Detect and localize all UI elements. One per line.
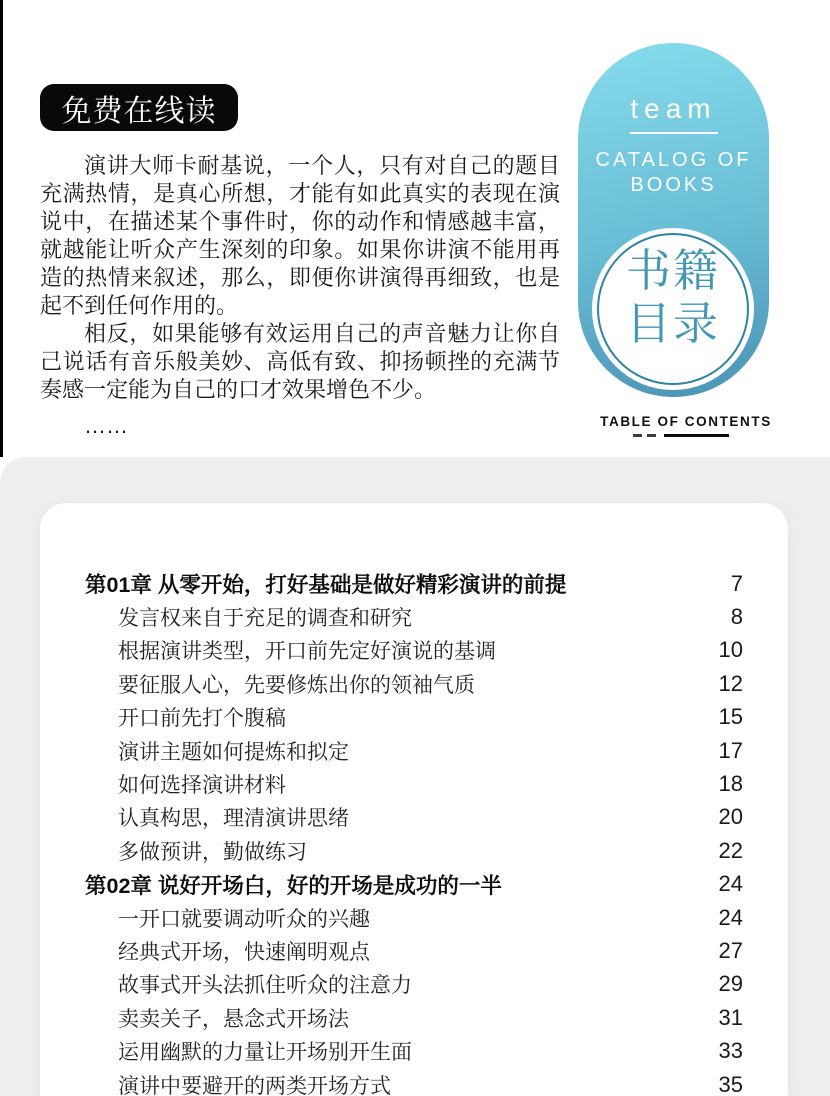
toc-entry — [40, 1034, 788, 1067]
toc-entry — [40, 701, 788, 734]
badge-team-underline — [630, 132, 718, 134]
excerpt-ellipsis: …… — [84, 413, 128, 438]
left-accent-line — [0, 0, 3, 457]
badge-team-label: team — [630, 93, 717, 124]
toc-entry-label: 开口前先打个腹稿 — [118, 707, 286, 731]
toc-card — [40, 503, 788, 1096]
toc-entry-page: 15 — [718, 704, 743, 730]
toc-entry-page: 8 — [730, 604, 743, 630]
excerpt-paragraph-2: 相反，如果能够有效运用自己的声音魅力让你自己说话有音乐般美妙、高低有致、抑扬顿挫的充满节奏感一定能为自己的口才效果增色不少。 — [40, 321, 560, 402]
toc-entry — [40, 667, 788, 700]
toc-entry — [40, 1068, 788, 1096]
toc-entry-label: 一开口就要调动听众的兴趣 — [118, 907, 370, 931]
toc-entry-page: 24 — [718, 871, 743, 897]
toc-entry — [40, 801, 788, 834]
excerpt-paragraph-1: 演讲大师卡耐基说，一个人，只有对自己的题目充满热情，是真心所想，才能有如此真实的表现在演说中，在描述某个事件时，你的动作和情感越丰富，就越能让听众产生深刻的印象。如果你讲演不能用再造的热情来叙述，那么，即便你讲演得再细致，也是起不到任何作用的。 — [40, 153, 560, 318]
toc-entry-label: 多做预讲，勤做练习 — [118, 840, 307, 864]
toc-section-background — [0, 457, 830, 1096]
catalog-badge — [578, 43, 769, 397]
toc-entry-page: 12 — [718, 670, 743, 696]
toc-entry — [40, 1001, 788, 1034]
toc-entry — [40, 734, 788, 767]
toc-entry — [40, 901, 788, 934]
toc-entry-label: 第01章 从零开始，打好基础是做好精彩演讲的前提 — [85, 573, 567, 598]
badge-catalog-label — [578, 148, 769, 198]
toc-entry-label: 根据演讲类型，开口前先定好演说的基调 — [118, 640, 496, 664]
toc-entry-chapter-02 — [40, 868, 788, 901]
badge-circle-line2: 目录 — [625, 298, 720, 349]
toc-entry-label: 运用幽默的力量让开场别开生面 — [118, 1041, 412, 1065]
toc-entry-label: 第02章 说好开场白，好的开场是成功的一半 — [85, 873, 502, 898]
badge-catalog-line1: CATALOG OF — [595, 149, 752, 171]
toc-entry-page: 31 — [718, 1004, 743, 1030]
dash-long-bar — [664, 434, 729, 437]
toc-entry — [40, 968, 788, 1001]
toc-entry-page: 22 — [718, 837, 743, 863]
toc-entry-label: 故事式开头法抓住听众的注意力 — [118, 974, 412, 998]
book-excerpt — [40, 152, 560, 440]
toc-entry-label: 如何选择演讲材料 — [118, 774, 286, 798]
toc-entry-chapter-01 — [40, 567, 788, 600]
dash-short-2 — [647, 434, 656, 437]
toc-entry-label: 经典式开场，快速阐明观点 — [118, 940, 370, 964]
toc-entry-page: 10 — [718, 637, 743, 663]
toc-entry-page: 7 — [730, 570, 743, 596]
table-of-contents-caption: TABLE OF CONTENTS — [600, 414, 772, 429]
toc-entry-label: 要征服人心，先要修炼出你的领袖气质 — [118, 673, 475, 697]
toc-entry — [40, 934, 788, 967]
dash-short-1 — [633, 434, 642, 437]
toc-entry-label: 发言权来自于充足的调查和研究 — [118, 607, 412, 631]
toc-entry-label: 演讲主题如何提炼和拟定 — [118, 740, 349, 764]
badge-circle-text — [592, 228, 754, 350]
toc-entry-page: 35 — [718, 1071, 743, 1096]
badge-catalog-line2: BOOKS — [630, 174, 717, 196]
toc-entry-page: 29 — [718, 971, 743, 997]
toc-entry-page: 17 — [718, 737, 743, 763]
toc-entry-label: 演讲中要避开的两类开场方式 — [118, 1074, 391, 1096]
toc-entry-label: 卖卖关子，悬念式开场法 — [118, 1007, 349, 1031]
badge-circle — [592, 228, 754, 390]
dash-decoration — [633, 434, 729, 437]
toc-entry-page: 27 — [718, 937, 743, 963]
toc-entry — [40, 634, 788, 667]
free-read-tag-label: 免费在线读 — [61, 94, 217, 128]
toc-entry-page: 33 — [718, 1038, 743, 1064]
toc-entry — [40, 600, 788, 633]
toc-entry — [40, 834, 788, 867]
toc-entry-page: 18 — [718, 771, 743, 797]
free-read-tag — [40, 84, 238, 131]
toc-entry-page: 24 — [718, 904, 743, 930]
badge-circle-line1: 书籍 — [625, 245, 720, 296]
toc-entry-page: 20 — [718, 804, 743, 830]
toc-entry-label: 认真构思，理清演讲思绪 — [118, 807, 349, 831]
toc-entry — [40, 767, 788, 800]
